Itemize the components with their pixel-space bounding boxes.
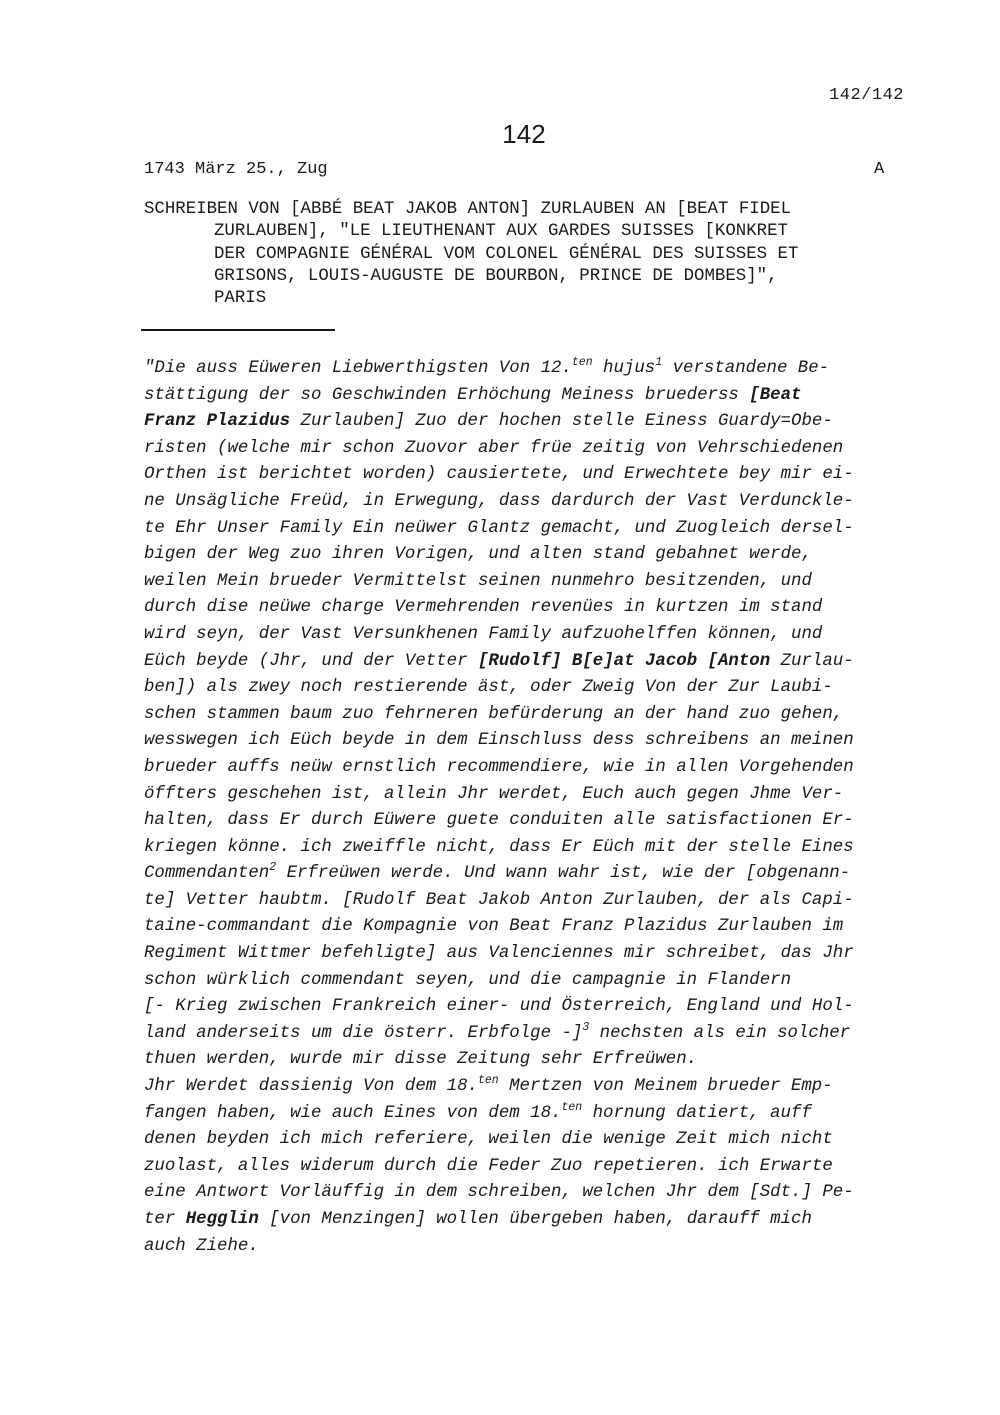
body-line: land anderseits um die österr. Erbfolge -]$^3$ nechsten als ein solcher — [144, 1020, 851, 1043]
superscript: ten — [571, 356, 593, 369]
body-line: wesswegen ich Eüch beyde in dem Einschluss dess schreibens an meinen — [144, 731, 854, 751]
body-line: taine-commandant die Kompagnie von Beat Franz Plazidus Zurlauben im — [144, 917, 844, 937]
body-line: wird seyn, der Vast Versunkhenen Family aufzuohelffen können, und — [144, 624, 823, 644]
page-counter: 142/142 — [829, 86, 904, 105]
body-line: denen beyden ich mich referiere, weilen die wenige Zeit mich nicht — [144, 1130, 833, 1150]
footnote-ref: 1 — [655, 356, 663, 369]
heading-line: PARIS — [214, 289, 267, 309]
body-line: auch Ziehe. — [144, 1236, 259, 1256]
body-line: Franz Plazidus Zurlauben] Zuo der hochen stelle Einess Guardy=Obe- — [144, 412, 833, 432]
footnote-ref: 3 — [582, 1020, 590, 1034]
body-line: zuolast, alles widerum durch die Feder Zuo repetieren. ich Erwarte — [144, 1156, 833, 1176]
body-line: halten, dass Er durch Eüwere guete conduiten alle satisfactionen Er- — [144, 811, 854, 831]
body-line: Regiment Wittmer befehligte] aus Valenciennes mir schreibet, das Jhr — [144, 944, 854, 964]
body-line: te Ehr Unser Family Ein neüwer Glantz gemacht, und Zuogleich dersel- — [144, 518, 854, 538]
person-name: Hegglin — [185, 1210, 259, 1229]
superscript: ten — [477, 1074, 499, 1088]
body-line: Jhr Werdet dassienig Von dem 18.$^{ten}$ Mertzen von Meinem brueder Emp- — [144, 1074, 833, 1097]
date-place-line: 1743 März 25., Zug — [144, 160, 328, 179]
person-name: [Beat — [749, 385, 802, 405]
body-line: "Die auss Eüweren Liebwerthigsten Von 12.$^{ten}$ hujus$^1$ verstandene Be- — [144, 356, 830, 378]
body-line: risten (welche mir schon Zuovor aber früe zeitig von Vehrschiedenen — [144, 438, 844, 458]
heading-line: DER COMPAGNIE GÉNÉRAL VOM COLONEL GÉNÉRAL DES SUISSES ET — [214, 244, 799, 264]
person-name: [Rudolf] B[e]at Jacob [Anton — [477, 651, 771, 671]
body-line: [- Krieg zwischen Frankreich einer- und Österreich, England und Hol- — [144, 997, 854, 1017]
heading-line: ZURLAUBEN], "LE LIEUTHENANT AUX GARDES SUISSES [KONKRET — [214, 222, 788, 242]
body-line: kriegen könne. ich zweiffle nicht, dass Er Eüch mit der stelle Eines — [144, 837, 854, 857]
body-line: thuen werden, wurde mir disse Zeitung sehr Erfreüwen. — [144, 1050, 698, 1070]
body-line: te] Vetter haubtm. [Rudolf Beat Jakob Anton Zurlauben, der als Capi- — [144, 890, 854, 910]
body-line: ben]) als zwey noch restierende äst, oder Zweig Von der Zur Laubi- — [144, 678, 833, 698]
document-heading — [144, 199, 904, 310]
body-line: öffters geschehen ist, allein Jhr werdet, Euch auch gegen Jhme Ver- — [144, 784, 844, 804]
body-line: brueder auffs neüw ernstlich recommendiere, wie in allen Vorgehenden — [144, 757, 854, 777]
body-line: stättigung der so Geschwinden Erhöchung Meiness bruederss [Beat — [144, 385, 802, 405]
body-line: bigen der Weg zuo ihren Vorigen, und alten stand gebahnet werde, — [144, 545, 812, 565]
heading-line: SCHREIBEN VON [ABBÉ BEAT JAKOB ANTON] ZURLAUBEN AN [BEAT FIDEL — [144, 200, 792, 219]
body-line: weilen Mein brueder Vermittelst seinen nunmehro besitzenden, und — [144, 571, 812, 591]
body-line: schon würklich commendant seyen, und die campagnie in Flandern — [144, 970, 792, 990]
body-line: ne Unsägliche Freüd, in Erwegung, dass dardurch der Vast Verdunckle- — [144, 491, 854, 511]
body-line: schen stammen baum zuo fehrneren befürderung an der hand zuo gehen, — [144, 704, 844, 724]
body-line: eine Antwort Vorläuffig in dem schreiben, welchen Jhr dem [Sdt.] Pe- — [144, 1183, 854, 1203]
body-line: Orthen ist berichtet worden) causiertete, und Erwechtete bey mir ei- — [144, 465, 854, 485]
body-line: ter Hegglin [von Menzingen] wollen übergeben haben, darauff mich — [144, 1210, 812, 1229]
footnote-ref: 2 — [269, 861, 277, 875]
document-number: 142 — [502, 119, 546, 149]
body-line: Eüch beyde (Jhr, und der Vetter [Rudolf] B[e]at Jacob [Anton Zurlau- — [144, 651, 854, 671]
body-line: fangen haben, wie auch Eines von dem 18.$^{ten}$ hornung datiert, auff — [144, 1100, 812, 1123]
body-line: durch dise neüwe charge Vermehrenden revenües in kurtzen im stand — [144, 598, 823, 618]
superscript: ten — [561, 1100, 583, 1114]
section-divider — [141, 329, 335, 331]
heading-line: GRISONS, LOUIS-AUGUSTE DE BOURBON, PRINCE DE DOMBES]", — [214, 266, 778, 286]
body-line: Commendanten$^2$ Erfreüwen werde. Und wann wahr ist, wie der [obgenann- — [144, 861, 851, 884]
letter-body — [144, 356, 914, 1260]
person-name: Franz Plazidus — [144, 412, 291, 432]
document-type-marker: A — [874, 160, 885, 179]
